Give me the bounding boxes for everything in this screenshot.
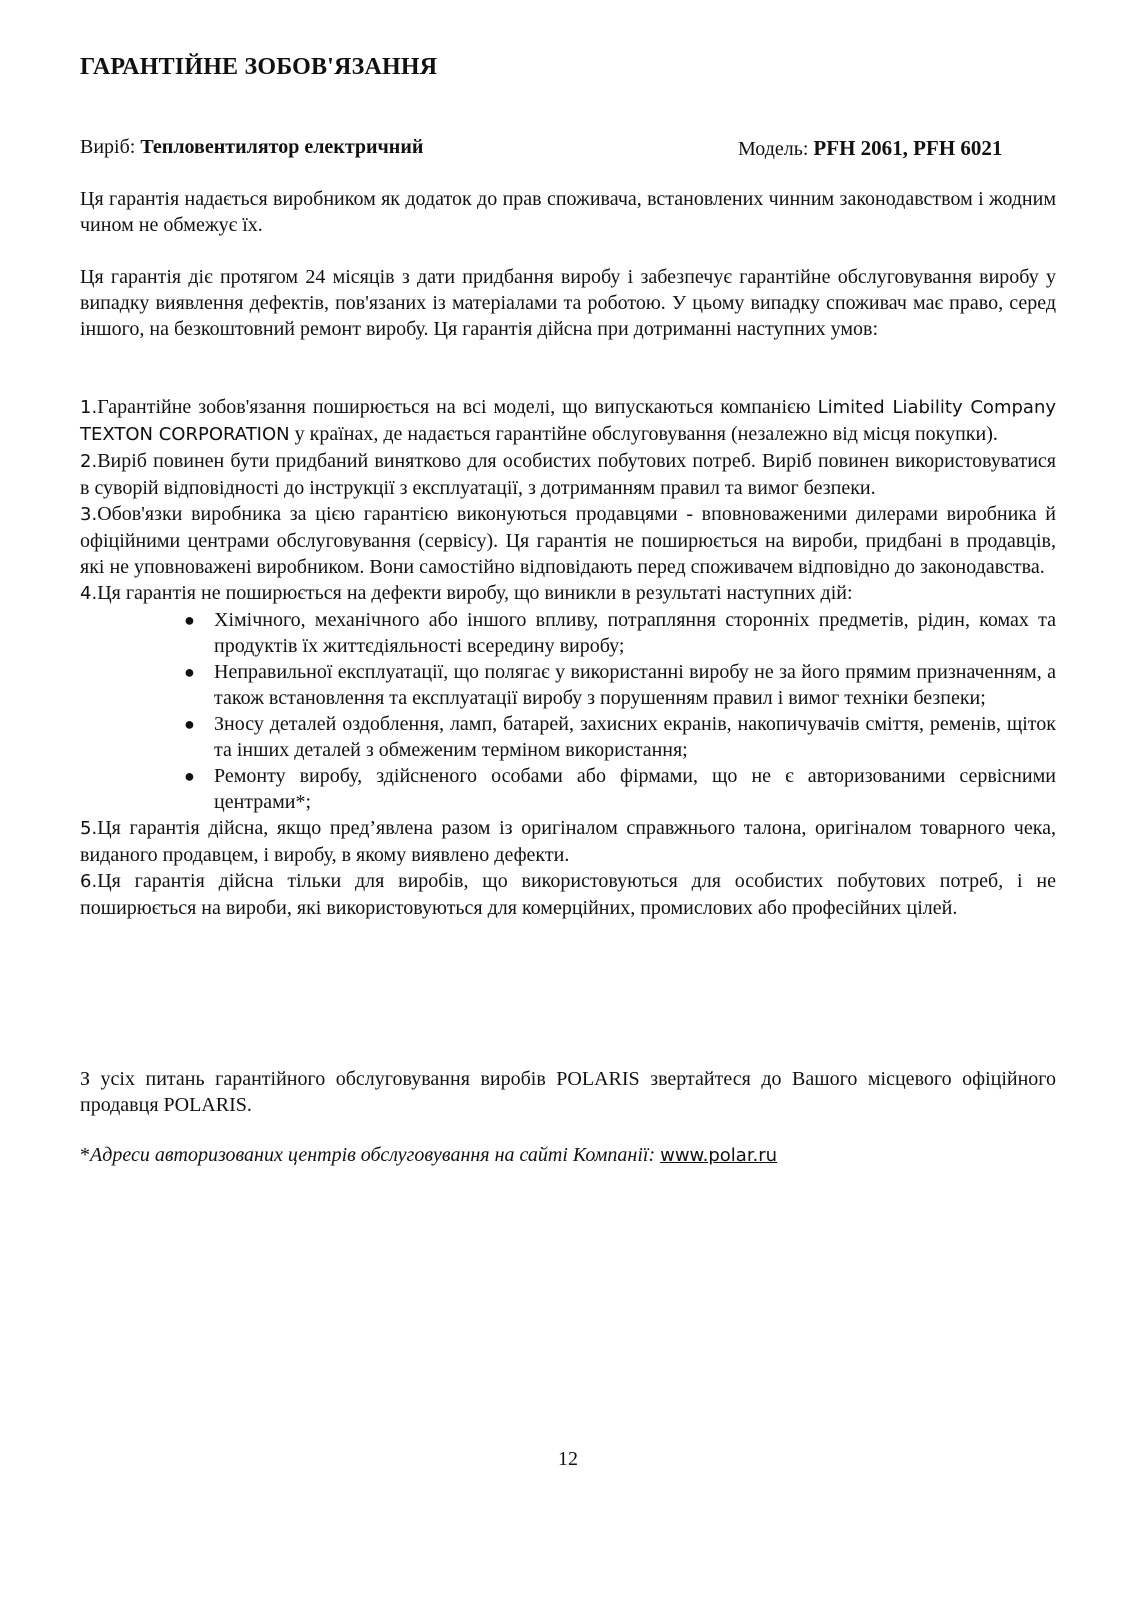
list-item: ● Хімічного, механічного або іншого впливу, потрапляння сторонніх предметів, рідин, комах та продуктів їх життєдіяльності всередину виробу;: [184, 609, 1056, 657]
item-text: Ця гарантія не поширюється на дефекти виробу, що виникли в результаті наступних дій:: [97, 582, 853, 604]
condition-item-2: [80, 448, 1056, 501]
product-meta-row: [80, 136, 1056, 162]
bullet-icon: ●: [184, 714, 195, 734]
item-number: 4.: [80, 583, 98, 604]
item-text: у країнах, де надається гарантійне обслуговування (незалежно від місця покупки).: [289, 423, 998, 445]
list-item: ● Зносу деталей оздоблення, ламп, батарей, захисних екранів, накопичувачів сміття, ременів, щіток та інших деталей з обмеженим терміном використання;: [184, 713, 1056, 761]
product-value: Тепловентилятор електричний: [140, 136, 424, 158]
product-info: [80, 136, 423, 159]
bullet-icon: ●: [184, 766, 195, 786]
page-number: 12: [558, 1448, 578, 1470]
item-number: 5.: [80, 818, 98, 839]
condition-item-6: [80, 868, 1056, 921]
contact-paragraph: З усіх питань гарантійного обслуговування виробів POLARIS звертайтеся до Вашого місцевого офіційного продавця POLARIS.: [80, 1068, 1056, 1116]
item-number: 6.: [80, 871, 98, 892]
footnote-text: Адреси авторизованих центрів обслуговування на сайті Компанії:: [90, 1144, 661, 1166]
model-label: Модель:: [738, 138, 809, 160]
item-text: Обов'язки виробника за цією гарантією виконуються продавцями - вповноваженими дилерами виробника й офіційними центрами обслуговування (сервісу). Ця гарантія не поширюється на вироби, придбані в продавців, які не уповноважені виробником. Вони самостійно відповідають перед споживачем відповідно до законодавства.: [80, 503, 1056, 578]
condition-item-1: [80, 394, 1056, 448]
condition-item-5: [80, 815, 1056, 868]
product-label: Виріб:: [80, 136, 136, 158]
condition-item-4: [80, 580, 1056, 607]
item-text: Гарантійне зобов'язання поширюється на всі моделі, що випускаються компанією: [97, 396, 818, 418]
footnote-star: *: [80, 1144, 90, 1166]
intro-paragraph: Ця гарантія надається виробником як додаток до прав споживача, встановлених чинним законодавством і жодним чином не обмежує їх.: [80, 188, 1056, 236]
company-name: Limited Liability Company TEXTON CORPORATION: [80, 397, 1057, 445]
bullet-icon: ●: [184, 610, 195, 630]
footnote: [80, 1142, 1056, 1169]
list-item: ● Ремонту виробу, здійсненого особами або фірмами, що не є авторизованими сервісними центрами*;: [184, 765, 1056, 813]
item-number: 1.: [80, 397, 98, 418]
exclusions-bullet-list: [80, 607, 1056, 815]
conditions-list: [80, 394, 1056, 921]
item-text: Виріб повинен бути придбаний винятково для особистих побутових потреб. Виріб повинен використовуватися в суворій відповідності до інструкції з експлуатації, з дотриманням правил та вимог безпеки.: [80, 450, 1056, 499]
model-info: [738, 136, 1002, 161]
item-number: 3.: [80, 504, 98, 525]
website-link[interactable]: www.polar.ru: [660, 1145, 778, 1166]
page-title: ГАРАНТІЙНЕ ЗОБОВ'ЯЗАННЯ: [80, 54, 438, 80]
terms-paragraph: Ця гарантія діє протягом 24 місяців з дати придбання виробу і забезпечує гарантійне обслуговування виробу у випадку виявлення дефектів, пов'язаних із матеріалами та роботою. У цьому випадку споживач має право, серед іншого, на безкоштовний ремонт виробу. Ця гарантія дійсна при дотриманні наступних умов:: [80, 266, 1056, 340]
item-number: 2.: [80, 451, 98, 472]
model-value: PFH 2061, PFH 6021: [813, 136, 1003, 160]
bullet-icon: ●: [184, 662, 195, 682]
item-text: Ця гарантія дійсна, якщо пред’явлена разом із оригіналом справжнього талона, оригіналом товарного чека, виданого продавцем, і виробу, в якому виявлено дефекти.: [80, 817, 1056, 866]
condition-item-3: [80, 501, 1056, 580]
list-item: ● Неправильної експлуатації, що полягає у використанні виробу не за його прямим призначенням, а також встановлення та експлуатації виробу з порушенням правил і вимог техніки безпеки;: [184, 661, 1056, 709]
item-text: Ця гарантія дійсна тільки для виробів, що використовуються для особистих побутових потреб, і не поширюється на вироби, які використовуються для комерційних, промислових або професійних цілей.: [80, 870, 1056, 919]
